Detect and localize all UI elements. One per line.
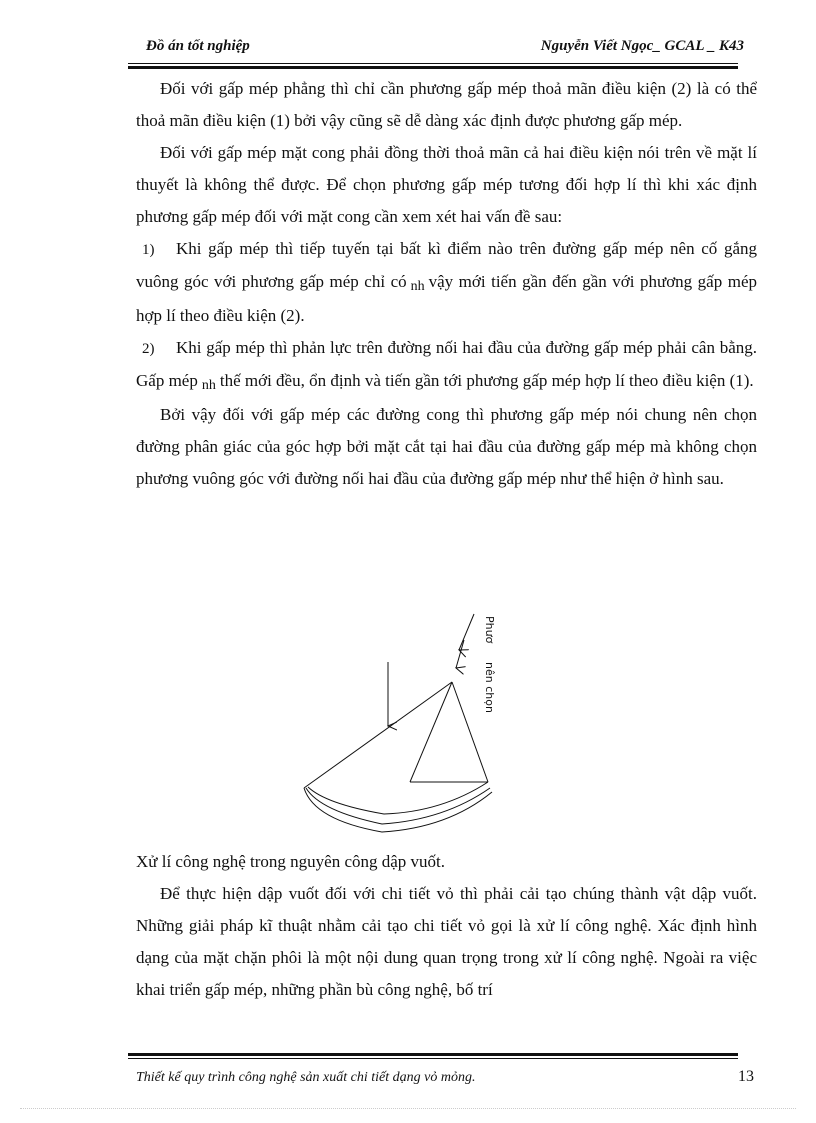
figure-label-direction: Phươ	[483, 616, 496, 644]
post-figure-text	[136, 846, 757, 1006]
list-item-1-fragment: nh	[410, 279, 425, 294]
profile-curve-outer	[304, 788, 492, 832]
section-heading: Xử lí công nghệ trong nguyên công dập vuốt.	[136, 852, 446, 871]
list-item-2-text-b: thế mới đều, ổn định và tiến gần tới phương gấp mép hợp lí theo điều kiện (1).	[219, 371, 754, 390]
list-number-1: 1)	[142, 242, 155, 258]
profile-curve-inner	[308, 782, 488, 814]
paragraph-2: Đối với gấp mép mặt cong phải đồng thời thoả mãn cả hai điều kiện nói trên về mặt lí thuyết là không thể được. Để chọn phương gấp mép tương đối hợp lí thì khi xác định phương gấp mép đối với mặt cong cần xem xét hai vấn đề sau:	[136, 143, 757, 226]
profile-curve-mid	[306, 788, 490, 824]
header-rule	[128, 63, 738, 64]
header-title: Đồ án tốt nghiệp	[146, 38, 250, 54]
page-edge	[20, 1108, 796, 1109]
header-author: Nguyễn Viết Ngọc_ GCAL _ K43	[540, 38, 744, 54]
figure-label-choose: nên chọn	[483, 662, 496, 713]
list-item-1-text-a: Khi gấp mép thì tiếp tuyến tại bất kì điểm nào trên đường gấp mép nên cố gắng vuông góc với phương gấp mép chỉ có	[136, 239, 757, 291]
list-item-2	[136, 332, 757, 399]
direction-arrow-lower	[456, 640, 464, 668]
footer-title: Thiết kế quy trình công nghệ sản xuất chi tiết dạng vỏ mỏng.	[136, 1070, 476, 1085]
page-number: 13	[738, 1068, 754, 1085]
paragraph-1: Đối với gấp mép phẳng thì chỉ cần phương gấp mép thoả mãn điều kiện (2) là có thể thoả mãn điều kiện (1) bởi vậy cũng sẽ dễ dàng xác định được phương gấp mép.	[136, 79, 757, 130]
list-item-1	[136, 233, 757, 332]
direction-arrow-upper	[459, 614, 474, 650]
header-rule-thick	[128, 66, 738, 69]
paragraph-3: Bởi vậy đối với gấp mép các đường cong thì phương gấp mép nói chung nên chọn đường phân giác của góc hợp bởi mặt cắt tại hai đầu của đường gấp mép mà không chọn phương vuông góc với đường nối hai đầu của đường gấp mép như thể hiện ở hình sau.	[136, 405, 757, 488]
paragraph-4: Để thực hiện dập vuốt đối với chi tiết vỏ thì phải cải tạo chúng thành vật dập vuốt. Những giải pháp kĩ thuật nhằm cải tạo chi tiết vỏ gọi là xử lí công nghệ. Xác định hình dạng của mặt chặn phôi là một nội dung quan trọng trong xử lí công nghệ. Ngoài ra việc khai triển gấp mép, những phần bù công nghệ, bố trí	[136, 884, 757, 999]
footer-rule	[128, 1058, 738, 1059]
list-item-1-text-b: vậy mới tiến gần đến gần với phương gấp mép hợp lí theo điều kiện (2).	[136, 272, 757, 325]
flange-direction-figure	[296, 606, 506, 838]
list-item-2-fragment: nh	[201, 378, 216, 393]
list-number-2: 2)	[142, 341, 155, 357]
right-edge-line	[452, 682, 488, 782]
footer-rule-thick	[128, 1053, 738, 1056]
body-text	[136, 73, 757, 495]
list-item-2-text-a: Khi gấp mép thì phản lực trên đường nối hai đầu của đường gấp mép phải cân bằng. Gấp mép	[136, 338, 757, 390]
